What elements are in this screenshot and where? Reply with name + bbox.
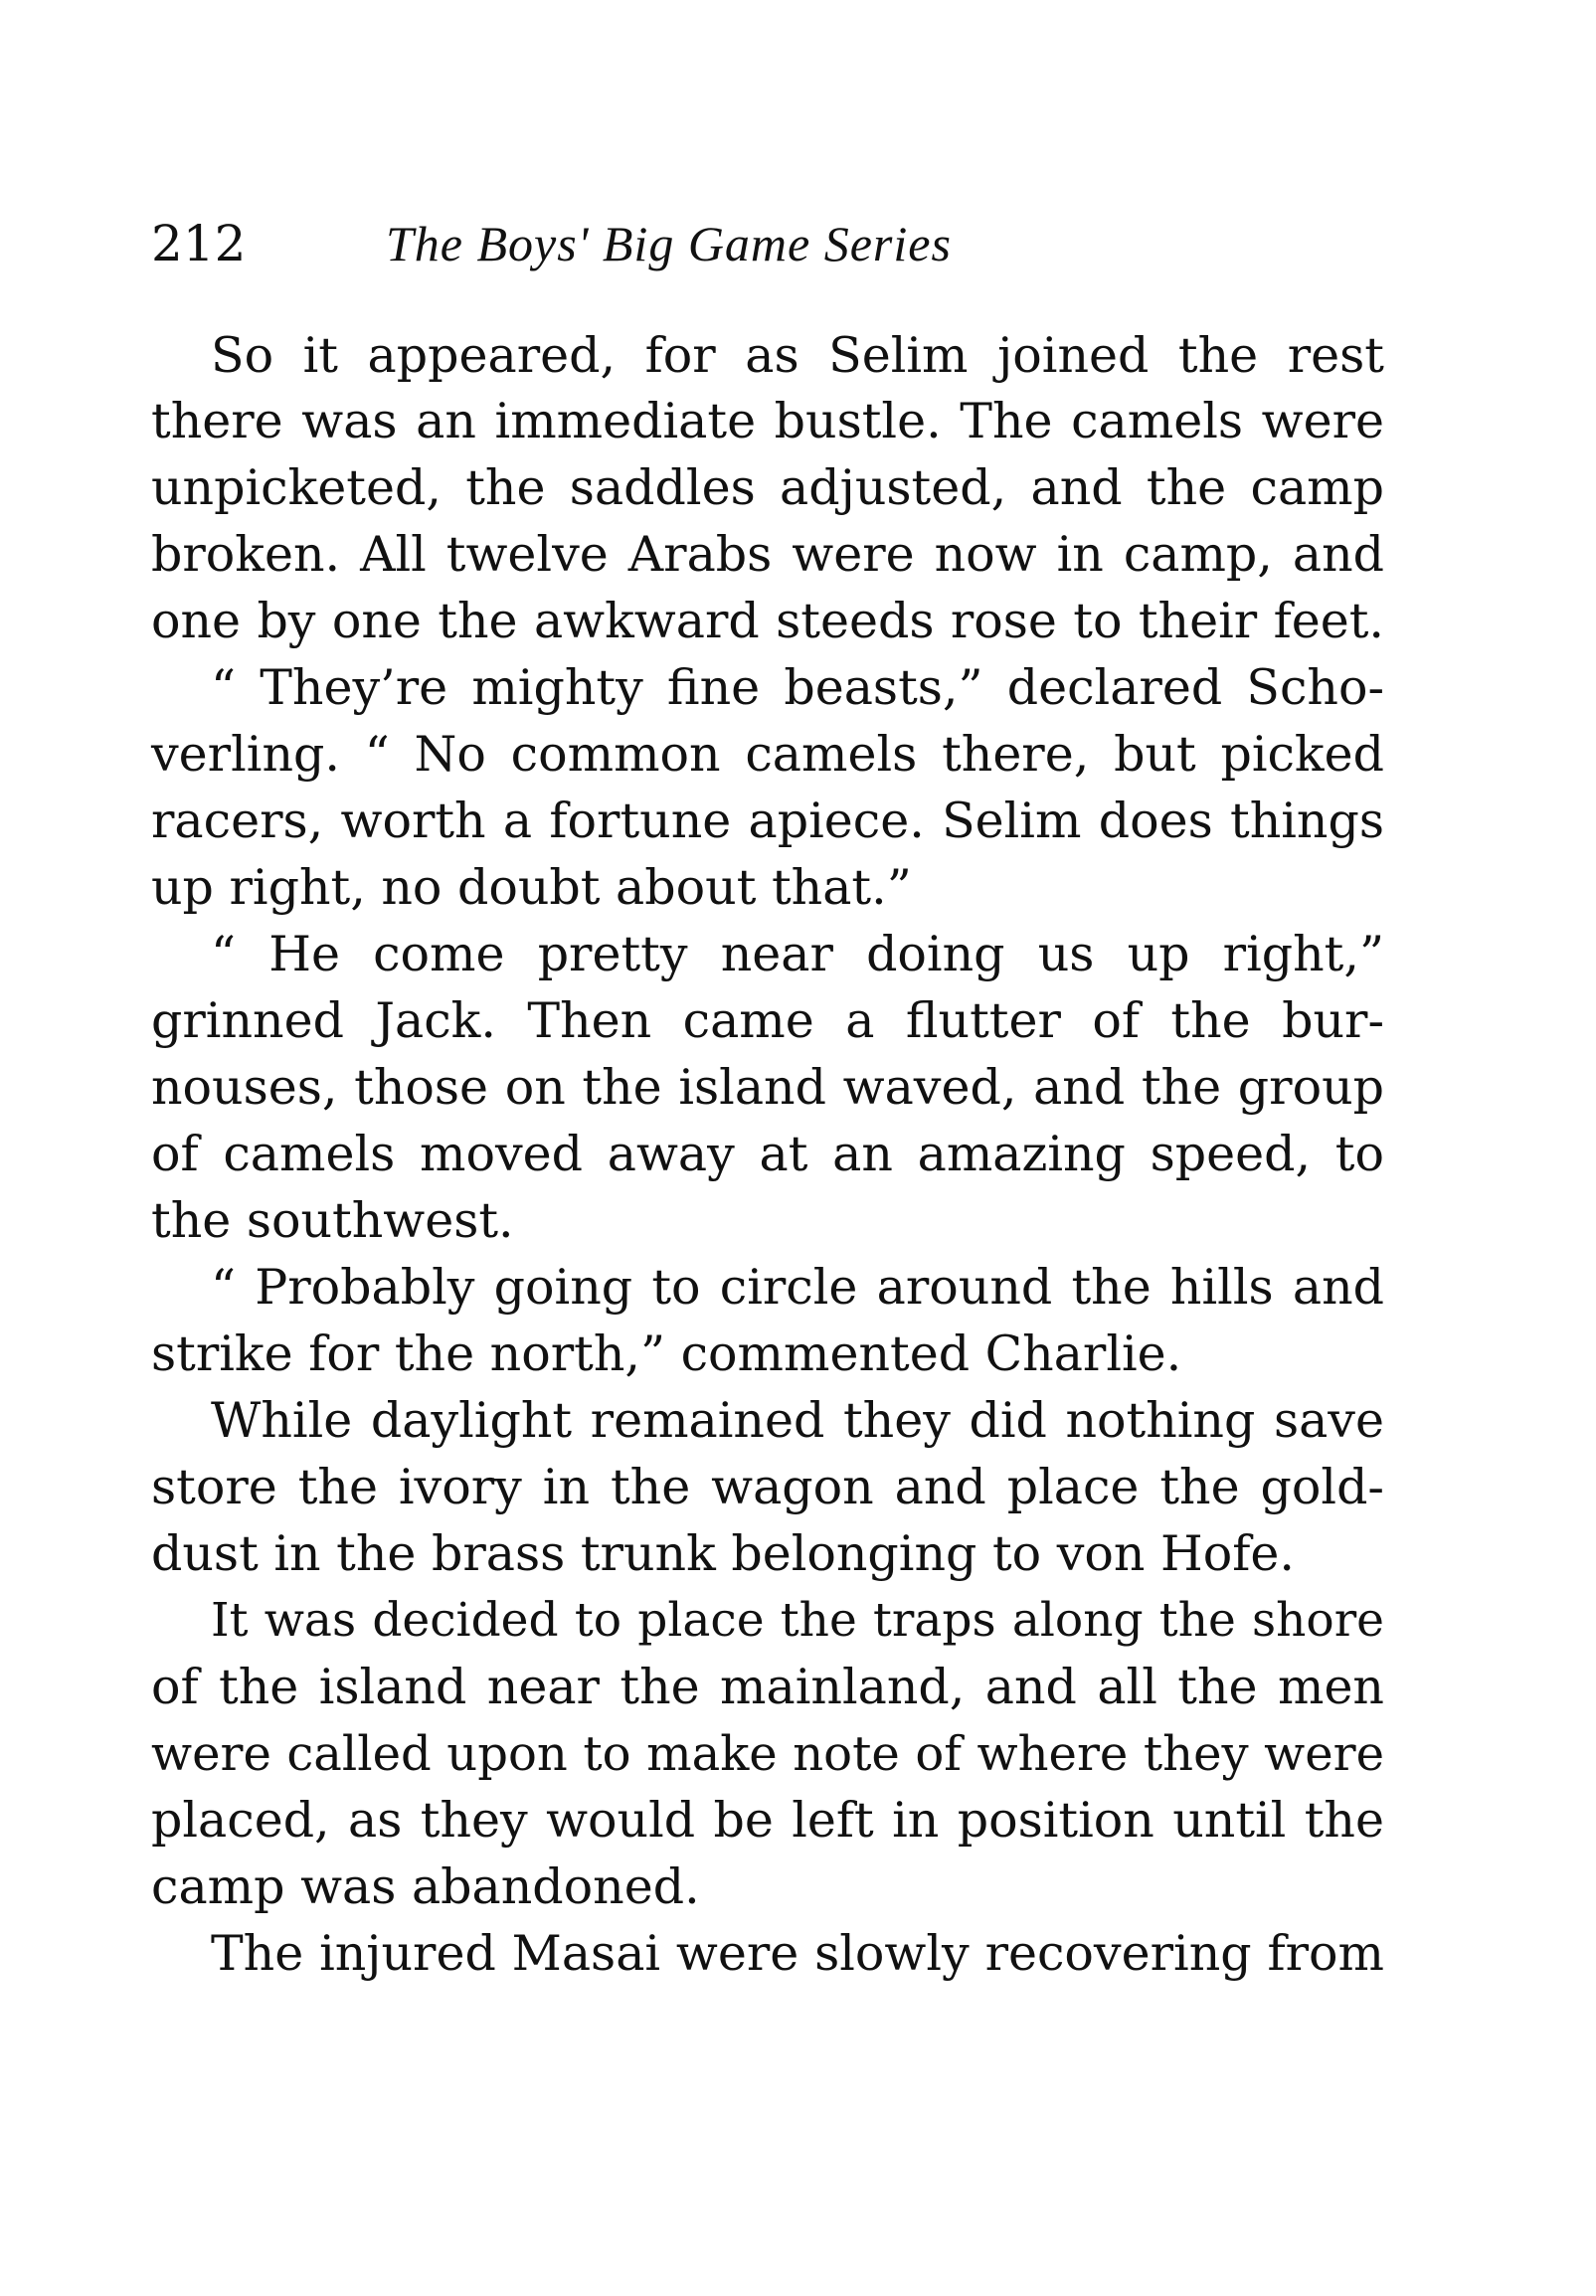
- text-line: The injured Masai were slowly recovering from: [211, 1925, 1384, 1982]
- text-line: grinned Jack. Then came a flutter of the bur-: [151, 992, 1384, 1049]
- text-line: “ He come pretty near doing us up right,”: [211, 926, 1384, 982]
- text-line: It was decided to place the traps along the shore: [211, 1593, 1384, 1648]
- page-header: [151, 209, 1394, 278]
- text-line: camp was abandoned.: [151, 1858, 700, 1915]
- text-line: were called upon to make note of where they were: [151, 1726, 1384, 1782]
- text-line: “ Probably going to circle around the hills and: [211, 1259, 1384, 1316]
- text-line: While daylight remained they did nothing save: [211, 1392, 1384, 1449]
- running-title: The Boys' Big Game Series: [386, 216, 952, 271]
- text-line: dust in the brass trunk belonging to von Hofe.: [151, 1525, 1295, 1582]
- text-line: verling. “ No common camels there, but picked: [151, 726, 1384, 783]
- text-line: unpicketed, the saddles adjusted, and the camp: [151, 459, 1384, 516]
- text-line: nouses, those on the island waved, and the group: [151, 1059, 1384, 1116]
- text-line: So it appeared, for as Selim joined the rest: [211, 327, 1384, 384]
- text-line: store the ivory in the wagon and place the gold-: [151, 1459, 1384, 1515]
- text-line: up right, no doubt about that.”: [151, 859, 912, 916]
- text-line: “ They’re mighty fine beasts,” declared Scho-: [211, 659, 1384, 716]
- text-line: one by one the awkward steeds rose to their feet.: [151, 593, 1384, 649]
- text-line: placed, as they would be left in position until the: [151, 1792, 1384, 1849]
- page-number: 212: [151, 215, 247, 272]
- text-line: of the island near the mainland, and all the men: [151, 1659, 1384, 1715]
- text-line: of camels moved away at an amazing speed, to: [151, 1126, 1384, 1182]
- text-line: strike for the north,” commented Charlie.: [151, 1325, 1182, 1382]
- text-line: the southwest.: [151, 1192, 514, 1249]
- text-line: broken. All twelve Arabs were now in camp, and: [151, 526, 1384, 583]
- text-line: there was an immediate bustle. The camels were: [151, 393, 1384, 449]
- text-line: racers, worth a fortune apiece. Selim does things: [151, 793, 1384, 849]
